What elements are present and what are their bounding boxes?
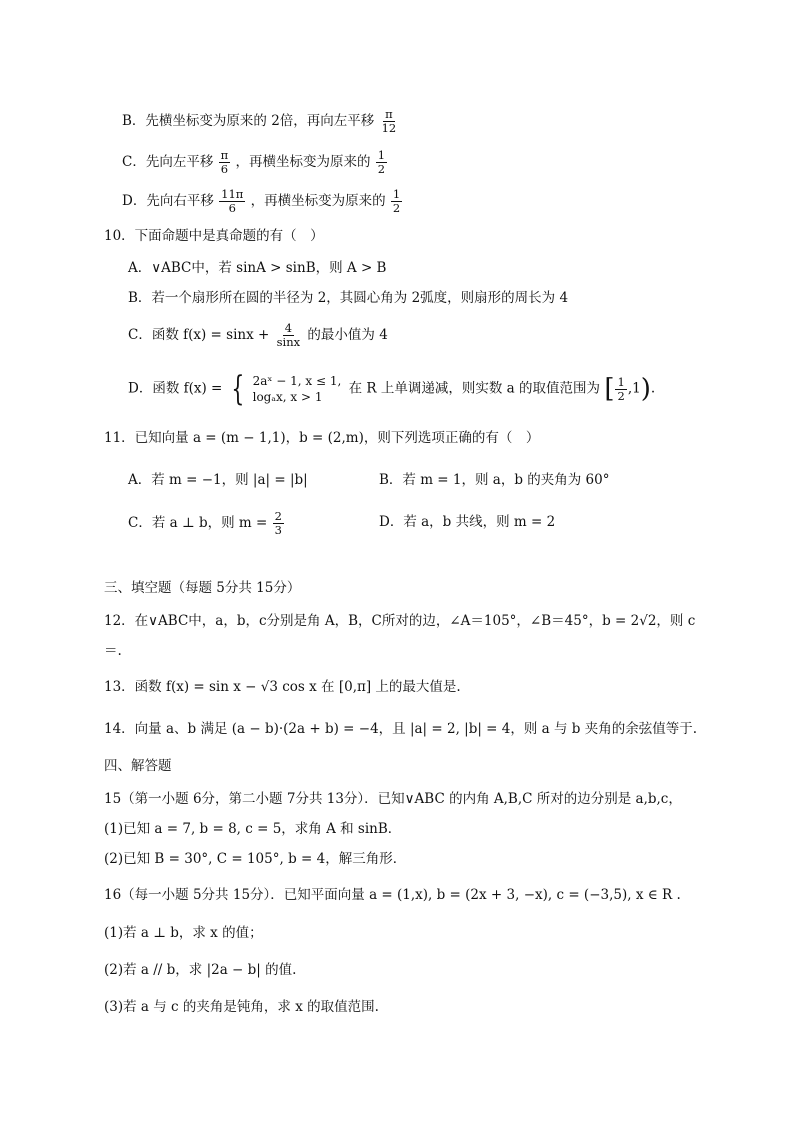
fraction: $\frac{\pi}{6}$ (220, 148, 229, 176)
fraction: $\frac{1}{2}$ (377, 148, 386, 176)
q10-option-b: B．若一个扇形所在圆的半径为 2，其圆心角为 2弧度，则扇形的周长为 4 (128, 290, 569, 306)
q12-line2: ＝. (104, 643, 122, 659)
left-bracket: [ (604, 374, 615, 404)
q14: 14．向量 a、b 满足 (a − b)·(2a + b) = −4，且 |a| = 2, |b| = 4，则 a 与 b 夹角的余弦值等于. (104, 721, 698, 737)
q16-stem: 16（每一小题 5分共 15分）．已知平面向量 a = (1,x), b = (2x + 3, −x), c = (−3,5), x ∈ R . (104, 887, 681, 903)
piecewise-cases (253, 373, 342, 405)
q10-option-c (128, 322, 388, 349)
q9-option-d-mid: ，再横坐标变为原来的 (250, 193, 386, 209)
q16-part2: (2)若 a // b，求 |2a − b| 的值. (104, 962, 297, 978)
q15-stem: 15（第一小题 6分，第二小题 7分共 13分）．已知∨ABC 的内角 A,B,C 所对的边分别是 a,b,c， (104, 791, 682, 807)
q9-option-b-text: B．先横坐标变为原来的 2倍，再向左平移 (122, 113, 375, 129)
q10-stem: 10．下面命题中是真命题的有（ ） (104, 228, 324, 244)
left-brace: { (231, 369, 244, 409)
q10-option-a: A．∨ABC中，若 sinA > sinB，则 A > B (128, 260, 387, 276)
case-2: logₐx, x > 1 (252, 390, 323, 404)
q12-line1: 12．在∨ABC中，a，b，c分别是角 A，B，C所对的边，∠A＝105°，∠B＝45°，b = 2√2，则 c (104, 613, 696, 629)
fraction: $\frac{4}{\sin x}$ (276, 321, 301, 349)
q11-stem: 11．已知向量 a = (m − 1,1)，b = (2,m)，则下列选项正确的有（ ） (104, 430, 540, 446)
q11-option-c (128, 510, 285, 537)
q11-option-d: D．若 a，b 共线，则 m = 2 (379, 514, 556, 530)
q10-option-d: D．函数 f(x) = { 2aˣ − 1, x ≤ 1, logₐx, x > 1 在 R 上单调递减，则实数 a 的取值范围为 [ $\frac{1}{2}$ ,1). (128, 369, 656, 409)
q16-part1: (1)若 a ⊥ b，求 x 的值； (104, 925, 263, 941)
q15-part2: (2)已知 B = 30°, C = 105°, b = 4，解三角形． (104, 851, 407, 867)
fraction: $\frac{1}{2}$ (392, 187, 401, 215)
q9-option-c (122, 149, 388, 176)
q10-option-d-text: D．函数 f(x) = (128, 380, 223, 397)
q9-option-d-text: D．先向右平移 (122, 193, 214, 209)
q10-option-d-mid: 在 R 上单调递减，则实数 a 的取值范围为 (348, 380, 601, 397)
fraction: $\frac{\pi}{12}$ (381, 107, 397, 135)
q10-option-c-text: C．函数 f(x) = sinx + (128, 327, 270, 343)
q16-part3: (3)若 a 与 c 的夹角是钝角，求 x 的取值范围. (104, 999, 379, 1015)
q11-option-c-text: C．若 a ⊥ b，则 m = (128, 515, 268, 531)
fraction: $\frac{2}{3}$ (274, 509, 282, 537)
range-suffix: ,1 (627, 380, 641, 397)
q9-option-d (122, 188, 403, 215)
right-paren: ) (640, 374, 651, 404)
q13: 13．函数 f(x) = sin x − √3 cos x 在 [0,π] 上的最大值是. (104, 679, 461, 695)
fraction: $\frac{11\pi}{6}$ (221, 187, 244, 215)
section-3-heading: 三、填空题（每题 5分共 15分） (104, 580, 301, 596)
section-4-heading: 四、解答题 (104, 758, 172, 774)
q10-option-c-suffix: 的最小值为 4 (307, 327, 388, 343)
case-1: 2aˣ − 1, x ≤ 1, (252, 374, 342, 388)
q11-option-a: A．若 m = −1，则 |a| = |b| (128, 472, 308, 488)
q11-option-b: B．若 m = 1，则 a，b 的夹角为 60° (379, 472, 610, 488)
q9-option-b (122, 108, 399, 135)
fraction: $\frac{1}{2}$ (617, 374, 625, 403)
q15-part1: (1)已知 a = 7, b = 8, c = 5，求角 A 和 sinB． (104, 821, 402, 837)
q9-option-c-text: C．先向左平移 (122, 154, 214, 170)
q9-option-c-mid: ，再横坐标变为原来的 (235, 154, 371, 170)
